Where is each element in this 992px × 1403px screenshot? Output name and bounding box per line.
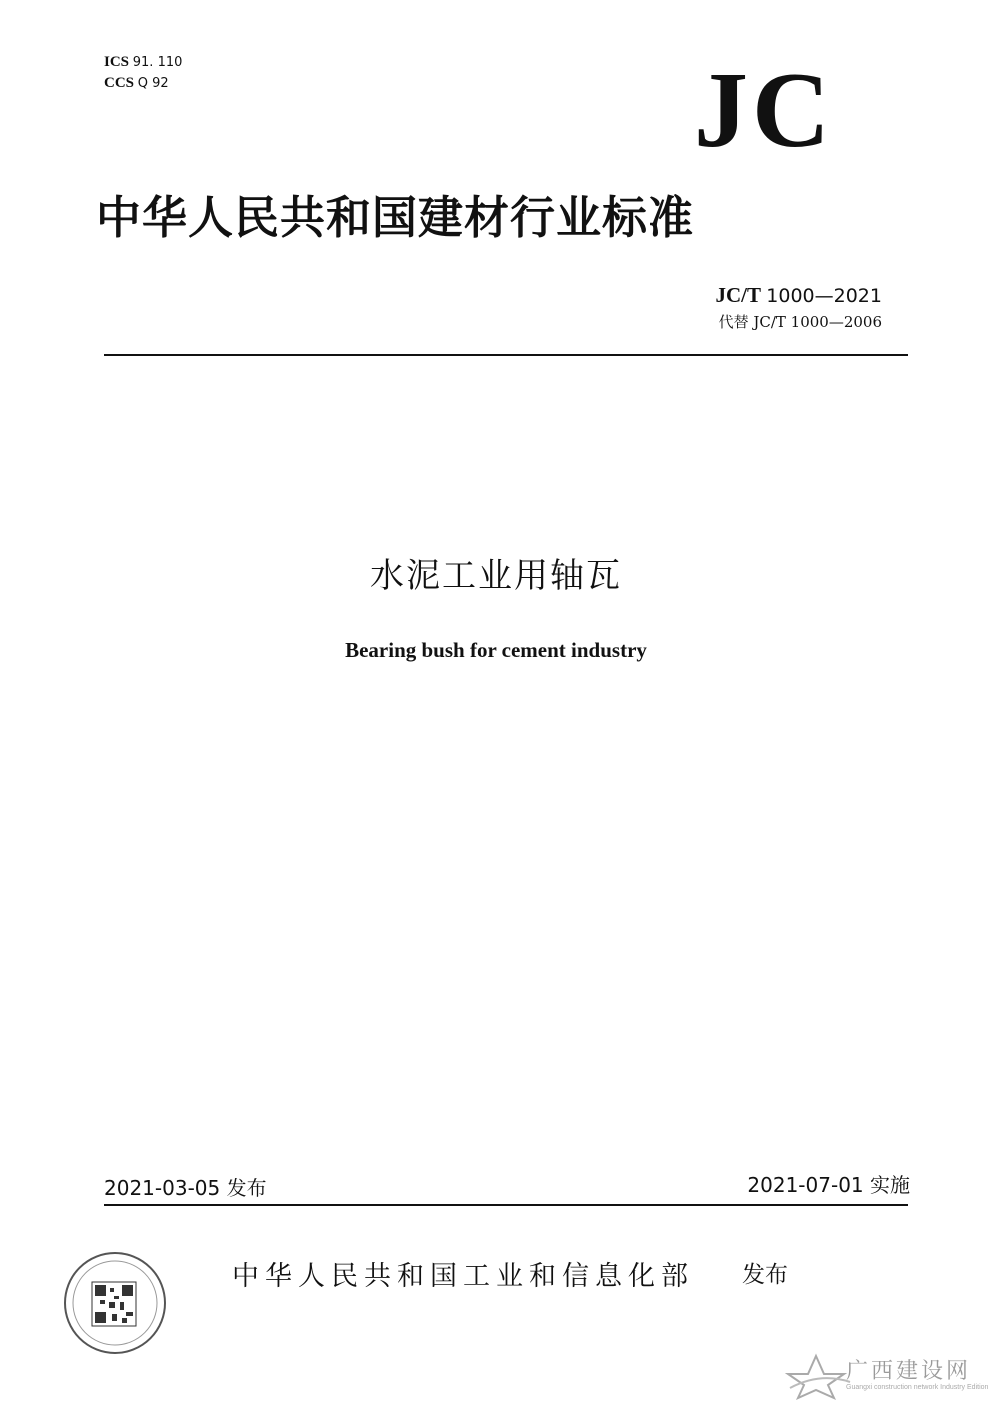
standard-prefix: JC/T (715, 283, 762, 307)
footer-divider (104, 1204, 908, 1206)
ccs-code (104, 73, 182, 94)
implement-date: 2021-07-01 实施 (747, 1173, 910, 1197)
header-divider (104, 354, 908, 356)
ics-code (104, 52, 182, 73)
replaces-note: 代替 JC/T 1000—2006 (718, 313, 882, 331)
classification-codes (104, 52, 182, 94)
standard-number (716, 283, 882, 308)
ics-value: 91. 110 (132, 55, 183, 70)
standard-number-value: 1000—2021 (766, 285, 882, 307)
ics-label: ICS (104, 54, 130, 70)
ccs-label: CCS (104, 75, 135, 91)
publish-date: 2021-03-05 发布 (104, 1176, 267, 1200)
watermark-subtext: Guangxi construction network Industry Edition (846, 1384, 989, 1391)
publisher-suffix: 发布 (742, 1262, 788, 1288)
publisher-name: 中华人民共和国工业和信息化部 (232, 1261, 694, 1292)
standard-category-title: 中华人民共和国建材行业标准 (96, 191, 695, 244)
document-title-cn: 水泥工业用轴瓦 (370, 556, 622, 596)
ccs-value: Q 92 (137, 76, 169, 91)
document-title-en: Bearing bush for cement industry (345, 638, 647, 662)
jc-logo: JC (694, 51, 834, 170)
watermark-text: 广西建设网 (846, 1359, 972, 1384)
qr-seal-icon (62, 1250, 168, 1356)
